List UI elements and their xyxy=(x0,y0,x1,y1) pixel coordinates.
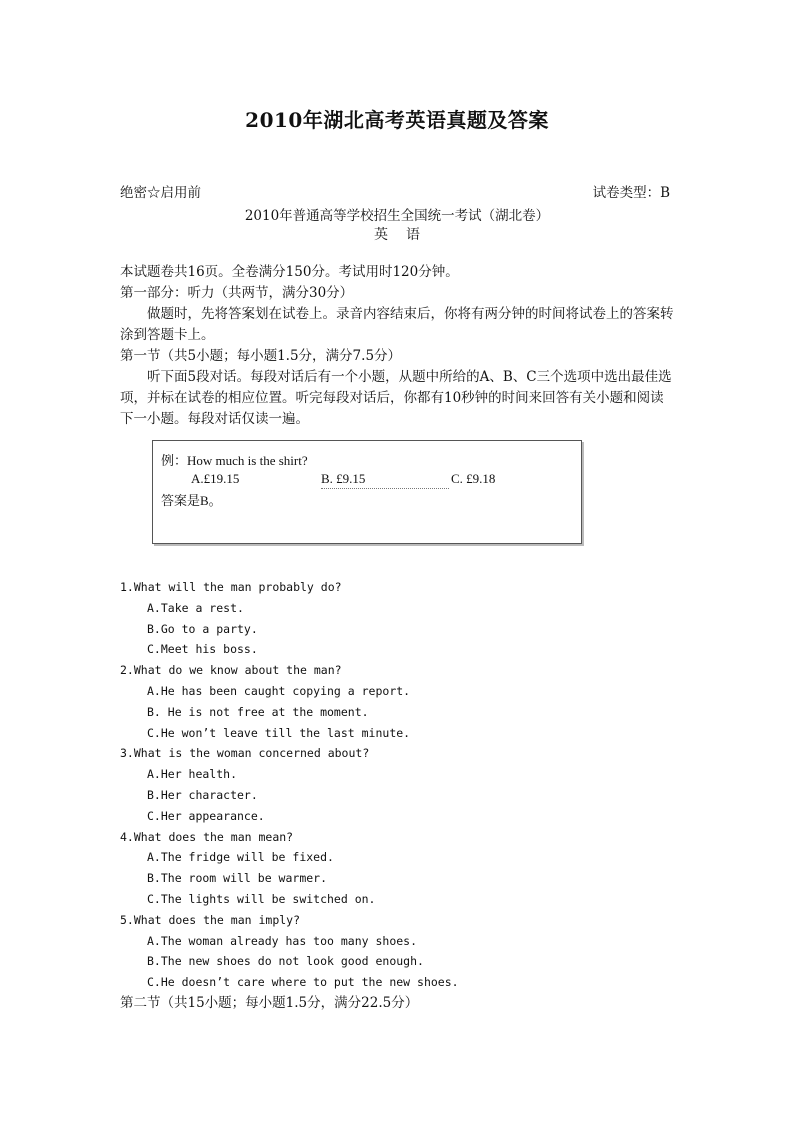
question-item xyxy=(120,827,680,910)
document-title: 2010年湖北高考英语真题及答案 xyxy=(245,108,549,132)
example-question: 例：How much is the shirt? xyxy=(161,453,308,468)
question-text: 1.What will the man probably do? xyxy=(120,580,342,594)
question-item xyxy=(120,743,680,826)
question-text: 4.What does the man mean? xyxy=(120,829,294,844)
answer-option: C.Meet his boss. xyxy=(147,642,258,657)
answer-option: A.He has been caught copying a report. xyxy=(147,683,411,698)
answer-option: B. He is not free at the moment. xyxy=(147,704,369,719)
answer-option: C.He doesn’t care where to put the new shoes. xyxy=(147,975,459,990)
question-item xyxy=(120,660,680,743)
intro-line: 本试题卷共16页。全卷满分150分。考试用时120分钟。 xyxy=(120,264,459,280)
question-item xyxy=(120,910,680,993)
question-list xyxy=(120,577,680,993)
answer-option: B.The new shoes do not look good enough. xyxy=(147,954,424,969)
answer-option: C.The lights will be switched on. xyxy=(147,891,376,906)
subject-heading: 英语 xyxy=(374,227,438,243)
example-box xyxy=(152,440,582,544)
confidential-label: 绝密☆启用前 xyxy=(120,185,201,201)
answer-option: B.The room will be warmer. xyxy=(147,871,328,886)
section1-heading: 第一节（共5小题；每小题1.5分，满分7.5分） xyxy=(120,348,402,364)
paper-type-label: 试卷类型：B xyxy=(592,185,670,201)
exam-name: 2010年普通高等学校招生全国统一考试（湖北卷） xyxy=(244,208,550,224)
part1-instruction: 做题时，先将答案划在试卷上。录音内容结束后，你将有两分钟的时间将试卷上的答案转涂到答题卡上。 xyxy=(120,306,674,343)
answer-option: B.Go to a party. xyxy=(147,621,258,636)
example-answer: 答案是B。 xyxy=(161,493,222,508)
example-option-a: A.£19.15 xyxy=(191,471,240,486)
answer-option: A.The woman already has too many shoes. xyxy=(147,933,418,948)
section2-heading: 第二节（共15小题；每小题1.5分，满分22.5分） xyxy=(120,995,419,1011)
answer-option: A.Her health. xyxy=(147,767,238,782)
header-meta-row xyxy=(120,181,670,201)
part1-heading: 第一部分：听力（共两节，满分30分） xyxy=(120,285,354,301)
example-option-c: C. £9.18 xyxy=(451,471,496,486)
answer-option: A.The fridge will be fixed. xyxy=(147,850,334,865)
question-text: 3.What is the woman concerned about? xyxy=(120,746,370,761)
answer-option: C.He won’t leave till the last minute. xyxy=(147,725,411,740)
example-option-b: B. £9.15 xyxy=(321,471,449,489)
answer-option: C.Her appearance. xyxy=(147,808,265,823)
question-text: 2.What do we know about the man? xyxy=(120,663,342,678)
section1-instruction: 听下面5段对话。每段对话后有一个小题，从题中所给的A、B、C三个选项中选出最佳选项，并标在试卷的相应位置。听完每段对话后，你都有10秒钟的时间来回答有关小题和阅读下一小题。每段对话仅读一遍。 xyxy=(120,369,672,427)
question-item xyxy=(120,577,680,660)
answer-option: A.Take a rest. xyxy=(147,600,244,615)
answer-option: B.Her character. xyxy=(147,787,258,802)
question-text: 5.What does the man imply? xyxy=(120,912,301,927)
